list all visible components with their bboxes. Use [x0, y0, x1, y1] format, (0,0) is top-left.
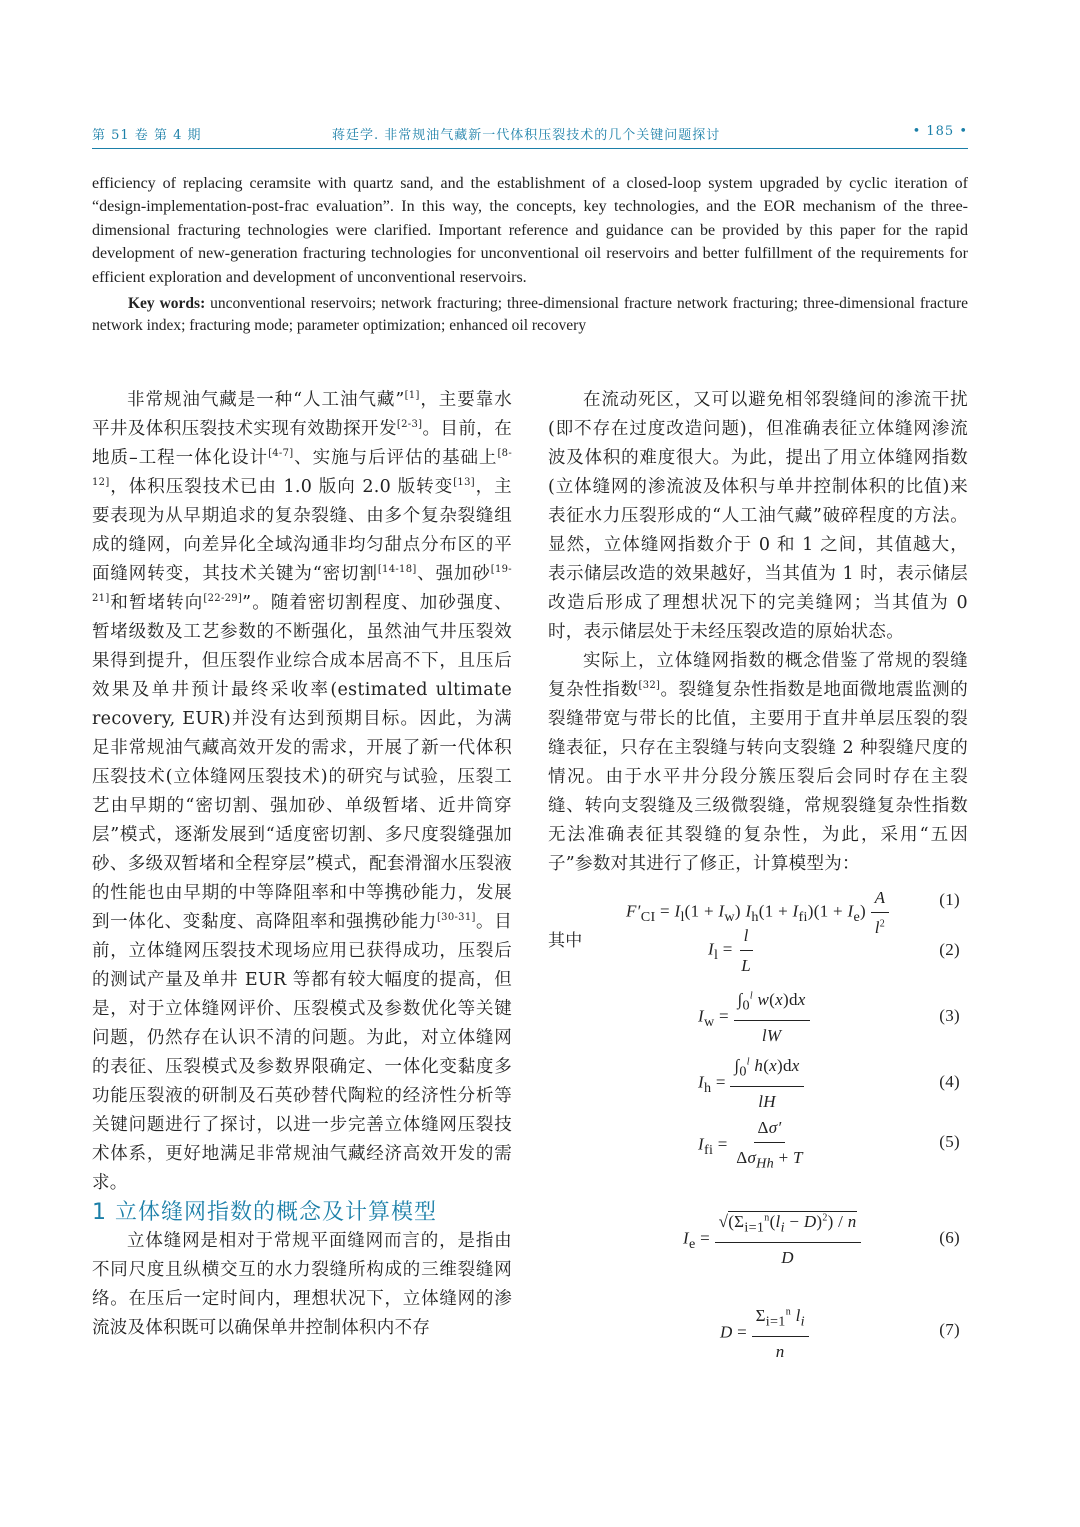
where-label: 其中	[548, 931, 583, 951]
keywords	[92, 293, 968, 337]
running-title: 蒋廷学. 非常规油气藏新一代体积压裂技术的几个关键问题探讨	[332, 128, 721, 143]
page-number: • 185 •	[912, 124, 968, 139]
keywords-text: unconventional reservoirs; network fracturing; three-dimensional fracture network fracturing; three-dimensional fracture network index; fracturing mode; parameter optimization; enhanced oil recovery	[92, 295, 969, 335]
eq-number-2: (2)	[939, 940, 960, 959]
eq-number-1: (1)	[939, 890, 960, 909]
equation-6: $I_e$ = $\frac{√(\Sigma_{i=1}^n(l_i - D)^2) / n}{D}$ (6)	[548, 1177, 968, 1293]
equation-1: $F'_{CI} = I_l(1 + I_w) I_h(1 + I_{fi})(1 + I_e)$ $\frac{A}{l^2}$ (1)	[548, 879, 968, 921]
equation-2: 其中 $I_l$ = $\frac{l}{L}$ (2)	[548, 921, 968, 977]
eq-number-5: (5)	[939, 1132, 960, 1151]
right-column	[548, 386, 968, 1373]
equation-3: $I_w$ = $\frac{\int_0^l w(x)dx}{lW}$ (3)	[548, 977, 968, 1047]
equation-7: D = $\frac{\Sigma_{i=1}^n l_i}{n}$ (7)	[548, 1293, 968, 1373]
right-paragraph-1: 在流动死区，又可以避免相邻裂缝间的渗流干扰(即不存在过度改造问题)，但准确表征立体缝网渗流波及体积的难度很大。为此，提出了用立体缝网指数(立体缝网的渗流波及体积与单井控制体积的比值)来表征水力压裂形成的“人工油气藏”破碎程度的方法。显然，立体缝网指数介于 0 和 1 之间，其值越大，表示储层改造的效果越好，当其值为 1 时，表示储层改造后形成了理想状况下的完美缝网；当其值为 0 时，表示储层处于未经压裂改造的原始状态。	[548, 390, 968, 642]
eq-number-3: (3)	[939, 1006, 960, 1025]
abstract-text: efficiency of replacing ceramsite with quartz sand, and the establishment of a closed-loop system upgraded by cyclic iteration of “design-implementation-post-frac evaluation”. In this way, the concepts, key technologies, and the EOR mechanism of the three-dimensional fracturing technologies were clarified. Important reference and guidance can be provided by this paper for the rapid development of new-generation fracturing technologies for unconventional oil reservoirs and better fulfillment of the requirements for efficient exploration and development of unconventional reservoirs.	[92, 175, 968, 286]
equation-5: $I_{fi}$ = $\frac{\Delta\sigma'}{\Delta\sigma_{Hh} + T}$ (5)	[548, 1113, 968, 1177]
intro-paragraph: 非常规油气藏是一种“人工油气藏”[1]，主要靠水平井及体积压裂技术实现有效勘探开发[2-3]。目前，在地质–工程一体化设计[4-7]、实施与后评估的基础上[8-12]，体积压裂技术已由 1.0 版向 2.0 版转变[13]，主要表现为从早期追求的复杂裂缝、由多个复杂裂缝组成的缝网，向差异化全域沟通非均匀甜点分布区的平面缝网转变，其技术关键为“密切割[14-18]、强加砂[19-21]和暂堵转向[22-29]”。随着密切割程度、加砂强度、暂堵级数及工艺参数的不断强化，虽然油气井压裂效果得到提升，但压裂作业综合成本居高不下，且压后效果及单井预计最终采收率(estimated ultimate recovery, EUR)并没有达到预期目标。因此，为满足非常规油气藏高效开发的需求，开展了新一代体积压裂技术(立体缝网压裂技术)的研究与试验，压裂工艺由早期的“密切割、强加砂、单级暂堵、近井筒穿层”模式，逐渐发展到“适度密切割、多尺度裂缝强加砂、多级双暂堵和全程穿层”模式，配套滑溜水压裂液的性能也由早期的中等降阻率和中等携砂能力，发展到一体化、变黏度、高降阻率和强携砂能力[30-31]。目前，立体缝网压裂技术现场应用已获得成功，压裂后的测试产量及单井 EUR 等都有较大幅度的提高，但是，对于立体缝网评价、压裂模式及参数优化等关键问题，仍然存在认识不清的问题。为此，对立体缝网的表征、压裂模式及参数界限确定、一体化变黏度多功能压裂液的研制及石英砂替代陶粒的经济性分析等关键问题进行了探讨，以进一步完善立体缝网压裂技术体系，更好地满足非常规油气藏经济高效开发的需求。	[92, 390, 512, 1193]
right-paragraph-2: 实际上，立体缝网指数的概念借鉴了常规的裂缝复杂性指数[32]。裂缝复杂性指数是地面微地震监测的裂缝带宽与带长的比值，主要用于直井单层压裂的裂缝表征，只存在主裂缝与转向支裂缝 2 种裂缝尺度的情况。由于水平井分段分簇压裂后会同时存在主裂缝、转向支裂缝及三级微裂缝，常规裂缝复杂性指数无法准确表征其裂缝的复杂性，为此，采用“五因子”参数对其进行了修正，计算模型为：	[548, 651, 968, 874]
keywords-label: Key words:	[128, 295, 206, 313]
eq-number-7: (7)	[939, 1320, 960, 1339]
section1-paragraph: 立体缝网是相对于常规平面缝网而言的，是指由不同尺度且纵横交互的水力裂缝所构成的三维裂缝网络。在压后一定时间内，理想状况下，立体缝网的渗流波及体积既可以确保单井控制体积内不存	[92, 1231, 512, 1338]
eq-number-6: (6)	[939, 1228, 960, 1247]
abstract	[92, 172, 968, 337]
running-header	[92, 118, 968, 149]
volume-issue: 第 51 卷 第 4 期	[92, 128, 202, 143]
eq-number-4: (4)	[939, 1072, 960, 1091]
equation-4: $I_h$ = $\frac{\int_0^l h(x)dx}{lH}$ (4)	[548, 1047, 968, 1113]
section-heading: 1 立体缝网指数的概念及计算模型	[92, 1200, 437, 1225]
left-column	[92, 386, 512, 1343]
